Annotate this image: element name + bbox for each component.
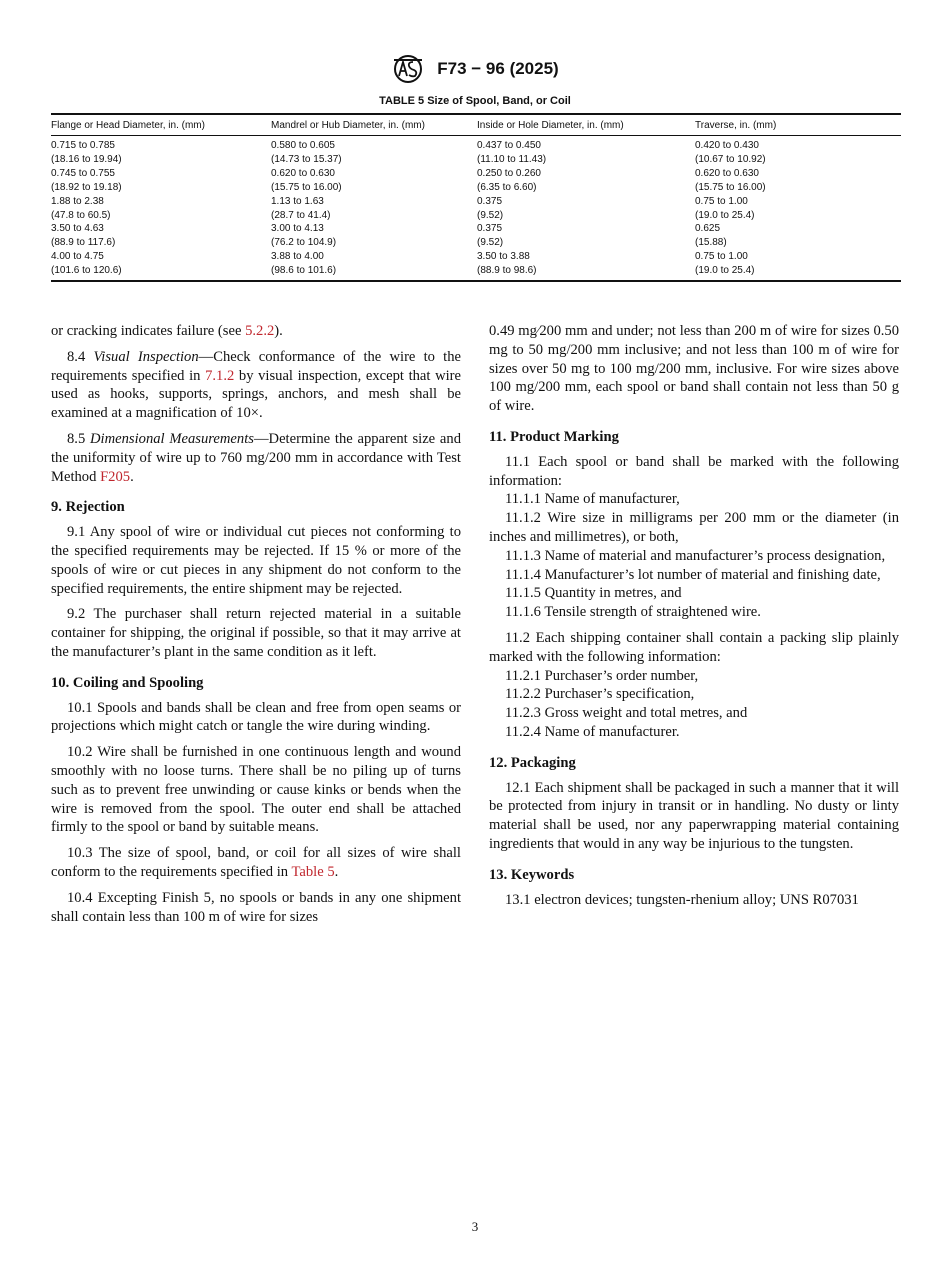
paragraph-11-1-6: 11.1.6 Tensile strength of straightened wire. <box>505 604 761 621</box>
table-cell: (6.35 to 6.60) <box>477 181 537 193</box>
table-cell: (19.0 to 25.4) <box>695 209 755 221</box>
paragraph-10-2: 10.2 Wire shall be furnished in one continuous length and wound smoothly with no loose turns. There shall be no piling up of turns such as to prevent free unwinding or cause kinks or bends when the wire is removed from the spool. The outer end shall be attached firmly to the spool or band by suitable means. <box>51 744 461 836</box>
text-run: 8.5 <box>67 430 91 447</box>
astm-logo-icon <box>391 54 425 84</box>
table-cell: 4.00 to 4.75 <box>51 251 104 263</box>
text-run: —Check conformance of the wire to the requirements specified in <box>51 348 461 384</box>
table-cell: (14.73 to 15.37) <box>271 153 342 165</box>
paragraph-9-2: 9.2 The purchaser shall return rejected material in a suitable container for shipping, the original if possible, so that it may arrive at the manufacturer’s plant in the same condition as it left. <box>51 606 461 660</box>
table-row <box>51 222 901 236</box>
table-cell: (76.2 to 104.9) <box>271 237 337 249</box>
header-flange-diameter: Flange or Head Diameter, in. (mm) <box>51 114 271 136</box>
paragraph-11-1: 11.1 Each spool or band shall be marked with the following information: <box>489 453 899 489</box>
section-heading-product-marking: 11. Product Marking <box>489 428 619 445</box>
section-heading-rejection: 9. Rejection <box>51 499 125 516</box>
table-cell: 3.88 to 4.00 <box>271 251 324 263</box>
paragraph-9-1: 9.1 Any spool of wire or individual cut pieces not conforming to the specified requirements may be rejected. If 15 % or more of the spools of wire or cut pieces in any shipment do not conform to the specified requirements, the entire shipment may be rejected. <box>51 524 461 597</box>
paragraph-11-2-3: 11.2.3 Gross weight and total metres, and <box>505 705 748 722</box>
table-cell: 3.50 to 3.88 <box>477 251 530 263</box>
text-run: ). <box>274 323 283 339</box>
right-column <box>489 322 899 909</box>
page-number: 3 <box>471 1219 479 1234</box>
page-header <box>0 54 950 84</box>
test-method-link-f205[interactable]: F205 <box>100 468 131 485</box>
table-row <box>51 236 901 250</box>
section-heading-coiling-spooling: 10. Coiling and Spooling <box>51 674 204 691</box>
table-cell: 0.620 to 0.630 <box>695 167 759 179</box>
table-cell: 0.75 to 1.00 <box>695 251 748 263</box>
table-cell: 0.375 <box>477 195 503 207</box>
table-cell: (9.52) <box>477 237 504 249</box>
table-row <box>51 153 901 167</box>
table-cell: 0.437 to 0.450 <box>477 140 541 151</box>
table-cell: (15.75 to 16.00) <box>271 181 342 193</box>
header-traverse: Traverse, in. (mm) <box>695 114 901 136</box>
text-run: or cracking indicates failure (see <box>51 323 246 339</box>
table-cell: (88.9 to 98.6) <box>477 264 695 281</box>
table-row <box>51 136 901 153</box>
text-run: . <box>130 468 134 485</box>
paragraph-8-5 <box>51 430 461 486</box>
paragraph-10-4: 10.4 Excepting Finish 5, no spools or bands in any one shipment shall contain less than 100 m of wire for sizes <box>51 889 461 925</box>
text-run: by visual inspection, except that wire used as hooks, supports, springs, anchors, and mesh shall be examined at a magnification of 10×. <box>51 367 462 422</box>
table-cell: 0.620 to 0.630 <box>271 167 335 179</box>
table-cell: (15.88) <box>695 237 727 249</box>
table-cell: (9.52) <box>477 209 504 221</box>
section-link-7-1-2[interactable]: 7.1.2 <box>205 367 235 384</box>
table-cell: (10.67 to 10.92) <box>695 153 766 165</box>
paragraph-11-1-1: 11.1.1 Name of manufacturer, <box>505 491 680 508</box>
table-row <box>51 209 901 223</box>
table-cell: 3.00 to 4.13 <box>271 223 324 235</box>
table-row <box>51 181 901 195</box>
table-cell: 0.420 to 0.430 <box>695 140 759 151</box>
text-run: . <box>334 863 339 880</box>
paragraph-13-1: 13.1 electron devices; tungsten-rhenium alloy; UNS R07031 <box>505 891 859 908</box>
table-row <box>51 167 901 181</box>
paragraph-11-1-4: 11.1.4 Manufacturer’s lot number of material and finishing date, <box>505 566 881 583</box>
section-heading-packaging: 12. Packaging <box>489 754 576 771</box>
table-cell: 0.580 to 0.605 <box>271 140 335 151</box>
paragraph-11-1-3: 11.1.3 Name of material and manufacturer’s process designation, <box>505 547 886 564</box>
section-heading-keywords: 13. Keywords <box>489 866 575 883</box>
table-cell: 3.50 to 4.63 <box>51 223 104 235</box>
table-cell: 1.88 to 2.38 <box>51 195 104 207</box>
header-mandrel-diameter: Mandrel or Hub Diameter, in. (mm) <box>271 114 477 136</box>
spool-size-table <box>51 113 901 282</box>
table-cell: 0.250 to 0.260 <box>477 167 541 179</box>
paragraph-8-4 <box>51 348 461 423</box>
table-cell: (88.9 to 117.6) <box>51 237 116 249</box>
table-header-row <box>51 114 901 136</box>
paragraph-11-2-1: 11.2.1 Purchaser’s order number, <box>505 667 699 684</box>
header-inside-diameter: Inside or Hole Diameter, in. (mm) <box>477 114 695 136</box>
table-cell: 0.745 to 0.755 <box>51 167 115 179</box>
document-code: F73 − 96 (2025) <box>437 59 559 78</box>
paragraph-10-1: 10.1 Spools and bands shall be clean and free from open seams or projections which might catch or tangle the wire during winding. <box>51 699 461 735</box>
text-run: 8.4 <box>67 348 94 365</box>
table-cell: (47.8 to 60.5) <box>51 209 111 221</box>
table-cell: 0.625 <box>695 223 721 235</box>
table-cell: (19.0 to 25.4) <box>695 264 901 281</box>
table-cell: (98.6 to 101.6) <box>271 264 477 281</box>
table-row <box>51 195 901 209</box>
left-column <box>51 322 461 926</box>
table-row <box>51 250 901 264</box>
table-cell: 0.75 to 1.00 <box>695 195 748 207</box>
table-caption: TABLE 5 Size of Spool, Band, or Coil <box>379 95 571 107</box>
table-cell: (28.7 to 41.4) <box>271 209 331 221</box>
paragraph-10-4-continued: 0.49 mg⁄200 mm and under; not less than 200 m of wire for sizes 0.50 mg to 50 mg/200 mm inclusive; and not less than 100 m of wire for sizes over 50 mg to 100 mg/200 mm, inclusive. For wire sizes above 100 mg/200 mm, each spool or band shall contain not less than 50 g of wire. <box>489 323 899 415</box>
table-cell: (18.92 to 19.18) <box>51 181 122 193</box>
text-run: 10.3 The size of spool, band, or coil for all sizes of wire shall conform to the requirements specified in <box>51 845 461 880</box>
paragraph-8-3-continued <box>51 322 461 341</box>
table-cell: (18.16 to 19.94) <box>51 153 122 165</box>
paragraph-11-1-5: 11.1.5 Quantity in metres, and <box>505 585 682 602</box>
table-cell: 0.715 to 0.785 <box>51 140 115 151</box>
table-cell: (11.10 to 11.43) <box>477 153 547 165</box>
paragraph-11-2-2: 11.2.2 Purchaser’s specification, <box>505 686 695 703</box>
paragraph-title: Visual Inspection <box>93 348 199 365</box>
paragraph-11-1-2: 11.1.2 Wire size in milligrams per 200 mm or the diameter (in inches and millimetres), or both, <box>489 510 899 545</box>
paragraph-11-2: 11.2 Each shipping container shall contain a packing slip plainly marked with the following information: <box>489 629 899 665</box>
section-link-5-2-2[interactable]: 5.2.2 <box>245 323 275 339</box>
table-row <box>51 264 901 281</box>
table-link-5[interactable]: Table 5 <box>291 863 335 880</box>
table-cell: (15.75 to 16.00) <box>695 181 766 193</box>
paragraph-11-2-4: 11.2.4 Name of manufacturer. <box>505 723 680 740</box>
table-cell: (101.6 to 120.6) <box>51 264 271 281</box>
paragraph-10-3 <box>51 844 461 882</box>
paragraph-12-1: 12.1 Each shipment shall be packaged in such a manner that it will be protected from injury in transit or in handling. No dusty or linty material shall be used, nor any paperwrapping material containing ingredients that would in any way be injurious to the tungsten. <box>489 779 899 852</box>
table-cell: 0.375 <box>477 223 503 235</box>
paragraph-title: Dimensional Measurements <box>90 430 254 447</box>
table-cell: 1.13 to 1.63 <box>271 195 324 207</box>
text-run: —Determine the apparent size and the uniformity of wire up to 760 mg/200 mm in accordance with Test Method <box>51 430 461 485</box>
